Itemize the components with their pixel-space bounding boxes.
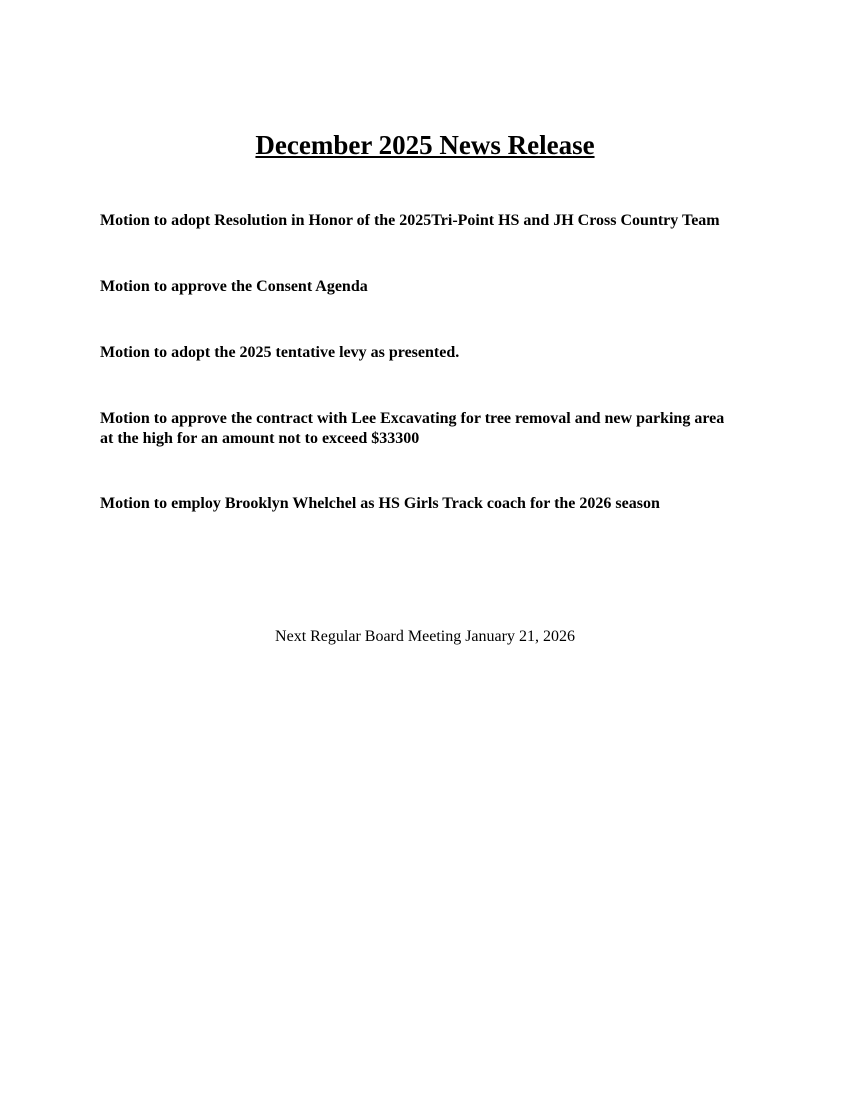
motion-item-1: Motion to adopt Resolution in Honor of the 2025Tri-Point HS and JH Cross Country Team	[100, 212, 720, 229]
page-title: December 2025 News Release	[255, 130, 595, 160]
motion-item-2: Motion to approve the Consent Agenda	[100, 278, 368, 295]
next-meeting-notice: Next Regular Board Meeting January 21, 2026	[275, 628, 575, 645]
motion-item-3: Motion to adopt the 2025 tentative levy as presented.	[100, 344, 460, 361]
motion-item-5: Motion to employ Brooklyn Whelchel as HS Girls Track coach for the 2026 season	[100, 495, 660, 512]
motion-item-4: Motion to approve the contract with Lee Excavating for tree removal and new parking area at the high for an amount not to exceed $33300	[100, 410, 725, 447]
